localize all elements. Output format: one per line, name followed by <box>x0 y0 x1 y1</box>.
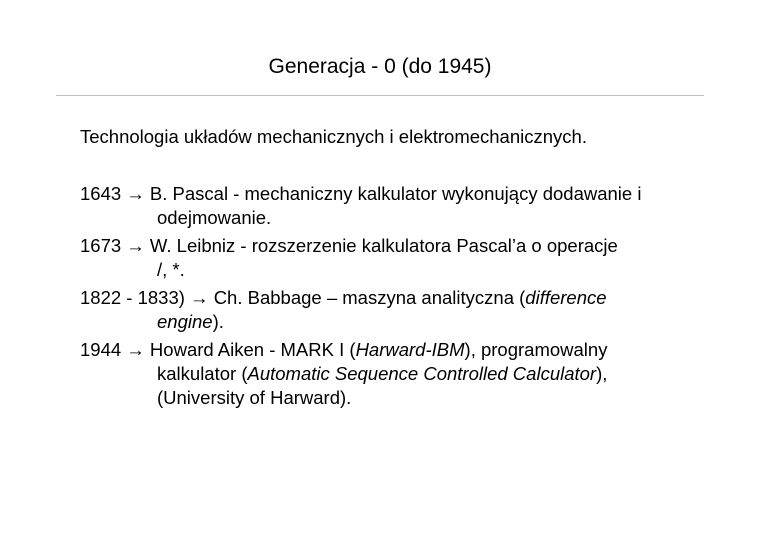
title-divider <box>56 95 704 96</box>
entry-line-continued: odejmowanie. <box>157 207 272 228</box>
entry-italic-text: difference <box>525 287 607 308</box>
entry-text: ). <box>212 311 224 332</box>
entry-line-continued: (University of Harward). <box>157 387 352 408</box>
entry-italic-text: Automatic Sequence Controlled Calculator <box>247 363 597 384</box>
entry-aiken <box>80 338 720 410</box>
entry-line-continued: /, *. <box>157 259 185 280</box>
entry-babbage <box>80 286 720 334</box>
entry-line: 1643 → B. Pascal - mechaniczny kalkulator wykonujący dodawanie i <box>80 183 642 204</box>
entry-line <box>80 338 720 362</box>
entry-text: kalkulator ( <box>157 363 248 384</box>
entry-line-continued <box>80 310 720 334</box>
history-list <box>80 182 720 414</box>
entry-pascal <box>80 182 720 230</box>
slide-title: Generacja - 0 (do 1945) <box>268 55 492 78</box>
entry-italic-text: Harward-IBM <box>355 339 465 360</box>
entry-leibniz <box>80 234 720 282</box>
entry-text: ), programowalny <box>464 339 608 360</box>
entry-text: ), <box>596 363 608 384</box>
entry-line: 1673 → W. Leibniz - rozszerzenie kalkulatora Pascal’a o operacje <box>80 235 618 256</box>
entry-italic-text: engine <box>157 311 213 332</box>
entry-text: 1944 → Howard Aiken - MARK I ( <box>80 339 356 360</box>
entry-line <box>80 286 720 310</box>
entry-line-continued <box>80 362 720 386</box>
intro-text: Technologia układów mechanicznych i elektromechanicznych. <box>80 126 587 147</box>
entry-text: 1822 - 1833) → Ch. Babbage – maszyna analityczna ( <box>80 287 526 308</box>
